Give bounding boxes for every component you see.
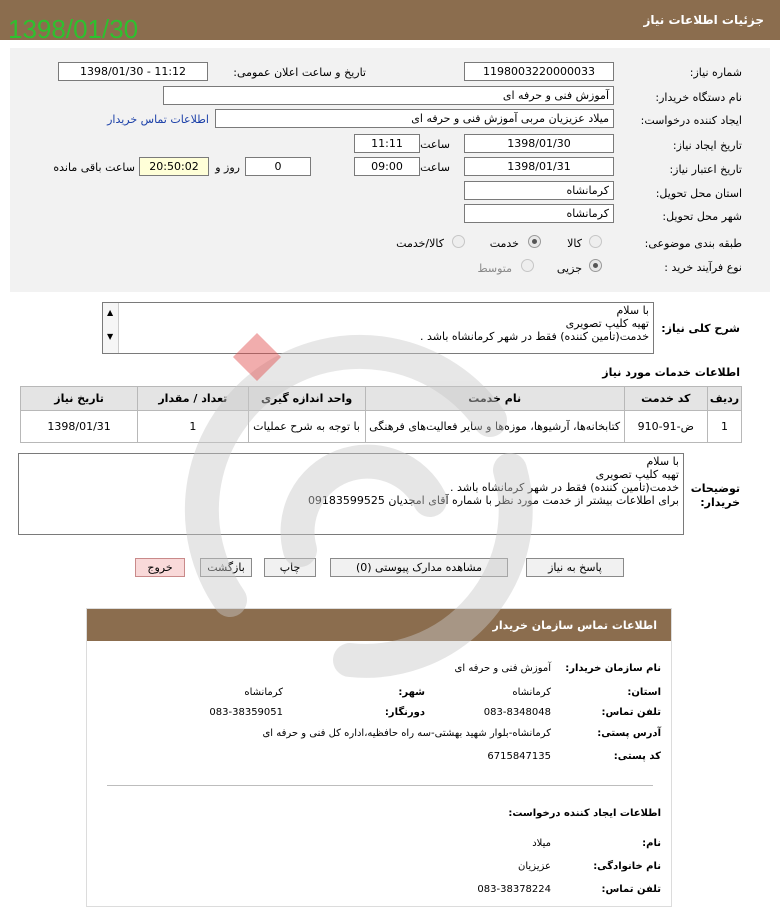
category-option-goods: کالا (567, 237, 582, 250)
province-card-label: استان: (627, 687, 661, 698)
table-row (21, 411, 742, 443)
summary-scrollbar[interactable] (103, 303, 119, 353)
announce-field: 1398/01/30 - 11:12 (58, 62, 208, 81)
notes-line: خدمت(تامین کننده) فقط در شهر کرمانشاه باشد . (449, 481, 679, 494)
card-divider (107, 785, 653, 786)
province-card-value: کرمانشاه (512, 687, 551, 698)
created-time-label: ساعت (420, 138, 450, 151)
province-field: کرمانشاه (464, 181, 614, 200)
col-code: کد خدمت (624, 387, 707, 411)
need-number-field: 1198003220000033 (464, 62, 614, 81)
buyer-contact-link[interactable]: اطلاعات تماس خریدار (107, 113, 209, 126)
postal-label: کد پستی: (613, 751, 661, 762)
city-card-value: کرمانشاه (244, 687, 283, 698)
address-label: آدرس پستی: (597, 728, 661, 739)
cell-date: 1398/01/31 (21, 411, 138, 443)
process-radio-medium[interactable] (521, 259, 534, 272)
process-option-minor: جزیی (556, 262, 582, 275)
category-option-goods-service: کالا/خدمت (396, 237, 444, 250)
summary-label: شرح کلی نیاز: (661, 322, 740, 335)
creator-phone-label: تلفن تماس: (601, 884, 661, 895)
name-value: میلاد (532, 838, 551, 849)
col-unit: واحد اندازه گیری (248, 387, 365, 411)
creator-section-title: اطلاعات ایجاد کننده درخواست: (508, 808, 661, 819)
remaining-label: ساعت باقی مانده (53, 161, 135, 174)
exit-button[interactable]: خروج (135, 558, 185, 577)
notes-line: با سلام (646, 455, 679, 468)
attachments-button[interactable]: مشاهده مدارک پیوستی (0) (330, 558, 508, 577)
phone-value: 083-8348048 (483, 707, 551, 718)
org-label: نام سازمان خریدار: (565, 663, 661, 674)
fax-label: دورنگار: (384, 707, 425, 718)
category-label: طبقه بندی موضوعی: (644, 237, 742, 250)
city-label: شهر محل تحویل: (662, 210, 742, 223)
created-date-field: 1398/01/30 (464, 134, 614, 153)
family-value: عزیزیان (518, 861, 551, 872)
print-button[interactable]: چاپ (264, 558, 316, 577)
creator-phone-value: 083-38378224 (477, 884, 551, 895)
col-row: ردیف (707, 387, 741, 411)
card-title: اطلاعات تماس سازمان خریدار (492, 619, 657, 632)
city-field: کرمانشاه (464, 204, 614, 223)
phone-label: تلفن تماس: (601, 707, 661, 718)
category-option-service: خدمت (489, 237, 519, 250)
buyer-contact-card (86, 608, 672, 907)
valid-date-field: 1398/01/31 (464, 157, 614, 176)
address-value: کرمانشاه-بلوار شهید بهشتی-سه راه حافظیه،اداره کل فنی و حرفه ای (262, 728, 551, 739)
page-title: جزئیات اطلاعات نیاز (643, 13, 764, 27)
created-time-field: 11:11 (354, 134, 420, 153)
need-number-label: شماره نیاز: (689, 66, 742, 79)
fax-value: 083-38359051 (209, 707, 283, 718)
process-label: نوع فرآیند خرید : (664, 261, 742, 274)
category-radio-goods-service[interactable] (452, 235, 465, 248)
buyer-field: آموزش فنی و حرفه ای (163, 86, 614, 105)
card-header (87, 609, 671, 641)
buyer-notes-label: توضیحات خریدار: (690, 482, 740, 509)
buyer-notes-textbox[interactable] (18, 453, 684, 535)
category-radio-goods[interactable] (589, 235, 602, 248)
summary-line: با سلام (616, 304, 649, 317)
summary-textbox[interactable] (102, 302, 654, 354)
cell-code: ض-91-910 (624, 411, 707, 443)
reply-button[interactable]: پاسخ به نیاز (526, 558, 624, 577)
back-button[interactable]: بازگشت (200, 558, 252, 577)
services-table (20, 386, 742, 443)
day-and-label: روز و (215, 161, 240, 174)
valid-time-field: 09:00 (354, 157, 420, 176)
summary-line: خدمت(تامین کننده) فقط در شهر کرمانشاه باشد . (419, 330, 649, 343)
creator-field: میلاد عزیزیان مربی آموزش فنی و حرفه ای (215, 109, 614, 128)
remaining-days-field: 0 (245, 157, 311, 176)
city-card-label: شهر: (398, 687, 425, 698)
org-value: آموزش فنی و حرفه ای (454, 663, 551, 674)
creator-label: ایجاد کننده درخواست: (640, 114, 742, 127)
buyer-label: نام دستگاه خریدار: (655, 91, 742, 104)
province-label: استان محل تحویل: (655, 187, 742, 200)
process-radio-minor[interactable] (589, 259, 602, 272)
family-label: نام خانوادگی: (593, 861, 661, 872)
date-stamp: 1398/01/30 (8, 14, 139, 44)
process-option-medium: متوسط (477, 262, 512, 275)
notes-line: برای اطلاعات بیشتر از خدمت مورد نظر با شماره آقای امجدیان 09183599525 (307, 494, 679, 507)
cell-unit: با توجه به شرح عملیات (248, 411, 365, 443)
services-title: اطلاعات خدمات مورد نیاز (602, 366, 740, 379)
scroll-up-icon[interactable]: ▲ (107, 308, 114, 317)
scroll-down-icon[interactable]: ▼ (107, 332, 114, 341)
remaining-time-field: 20:50:02 (139, 157, 209, 176)
notes-line: تهیه کلیپ تصویری (595, 468, 679, 481)
valid-date-label: تاریخ اعتبار نیاز: (669, 163, 742, 176)
cell-row: 1 (707, 411, 741, 443)
col-qty: تعداد / مقدار (138, 387, 248, 411)
postal-value: 6715847135 (487, 751, 551, 762)
valid-time-label: ساعت (420, 161, 450, 174)
col-date: تاریخ نیاز (21, 387, 138, 411)
cell-name: کتابخانه‌ها، آرشیوها، موزه‌ها و سایر فعالیت‌های فرهنگی (365, 411, 624, 443)
summary-line: تهیه کلیپ تصویری (565, 317, 649, 330)
cell-qty: 1 (138, 411, 248, 443)
col-name: نام خدمت (365, 387, 624, 411)
announce-label: تاریخ و ساعت اعلان عمومی: (233, 66, 366, 79)
created-date-label: تاریخ ایجاد نیاز: (672, 139, 742, 152)
name-label: نام: (642, 838, 661, 849)
category-radio-service[interactable] (528, 235, 541, 248)
